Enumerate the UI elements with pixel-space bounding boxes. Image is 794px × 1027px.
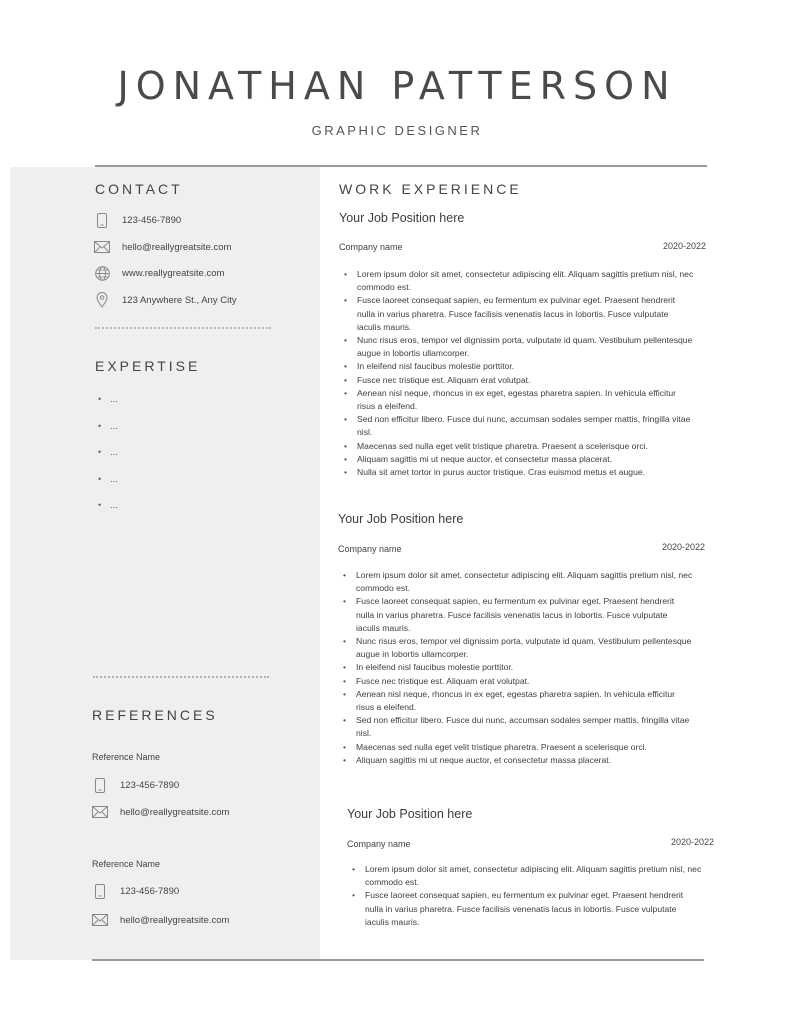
contact-email-text: hello@reallygreatsite.com (122, 241, 232, 253)
job-company: Company name (339, 242, 403, 252)
job-bullet: • Fusce laoreet consequat sapien, eu fermentum ex pulvinar eget. Praesent hendrerit nulla in varius pharetra. Fusce facilisis venenatis lacus in lobortis. Fusce vulputate iaculis mauris. (352, 889, 702, 929)
reference-email-text: hello@reallygreatsite.com (120, 914, 230, 926)
job-bullet: • Sed non efficitur libero. Fusce dui nunc, accumsan sodales semper mattis, fringilla vitae nisl. (343, 714, 693, 740)
expertise-item: • ... (98, 413, 118, 440)
job-dates: 2020-2022 (662, 241, 706, 251)
expertise-heading: EXPERTISE (95, 358, 201, 374)
expertise-item: • ... (98, 439, 118, 466)
reference-name: Reference Name (92, 859, 161, 869)
job-bullet: • Aliquam sagittis mi ut neque auctor, et consectetur massa placerat. (343, 754, 693, 767)
work-experience-heading: WORK EXPERIENCE (339, 181, 522, 197)
job-company: Company name (338, 544, 402, 554)
job-bullet: • Nunc risus eros, tempor vel dignissim porta, vulputate id quam. Vestibulum pellentesque augue in lobortis ullamcorper. (344, 334, 694, 360)
mail-icon (93, 239, 111, 255)
job-bullet: • Fusce laoreet consequat sapien, eu fermentum ex pulvinar eget. Praesent hendrerit nulla in varius pharetra. Fusce facilisis venenatis lacus in lobortis. Fusce vulputate iaculis mauris. (344, 294, 694, 334)
reference-phone-text: 123-456-7890 (120, 779, 180, 791)
reference-email-text: hello@reallygreatsite.com (120, 806, 230, 818)
reference-phone (91, 882, 179, 900)
job-bullet: • Aenean nisl neque, rhoncus in ex eget, egestas pharetra sapien. In vehicula efficitur risus a eleifend. (344, 387, 694, 413)
expertise-item: • ... (98, 386, 118, 413)
job-bullet: • Maecenas sed nulla eget velit tristique pharetra. Praesent a scelerisque orci. (344, 440, 694, 453)
contact-heading: CONTACT (95, 181, 183, 197)
contact-email (93, 238, 231, 256)
job-bullet: • Aliquam sagittis mi ut neque auctor, et consectetur massa placerat. (344, 453, 694, 466)
expertise-divider (93, 676, 269, 678)
contact-phone-text: 123-456-7890 (122, 214, 182, 226)
job-bullet: • Lorem ipsum dolor sit amet, consectetur adipiscing elit. Aliquam sagittis pretium nisl, nec commodo est. (344, 268, 694, 294)
job-position: Your Job Position here (347, 807, 473, 821)
phone-icon (91, 883, 109, 899)
job-bullet: • Nulla sit amet tortor in purus auctor tristique. Cras euismod metus et augue. (344, 466, 694, 479)
contact-divider (95, 327, 271, 329)
job-bullet: • Aenean nisl neque, rhoncus in ex eget, egestas pharetra sapien. In vehicula efficitur risus a eleifend. (343, 688, 693, 714)
contact-website (93, 264, 224, 282)
job-bullet: • Fusce laoreet consequat sapien, eu fermentum ex pulvinar eget. Praesent hendrerit nulla in varius pharetra. Fusce facilisis venenatis lacus in lobortis. Fusce vulputate iaculis mauris. (343, 595, 693, 635)
references-heading: REFERENCES (92, 707, 218, 723)
job-bullet: • Maecenas sed nulla eget velit tristique pharetra. Praesent a scelerisque orci. (343, 741, 693, 754)
job-company: Company name (347, 839, 411, 849)
mail-icon (91, 912, 109, 928)
job-bullet: • Sed non efficitur libero. Fusce dui nunc, accumsan sodales semper mattis, fringilla vitae nisl. (344, 413, 694, 439)
sidebar (10, 167, 320, 960)
job-bullets (343, 569, 693, 767)
expertise-item: • ... (98, 466, 118, 493)
resume-name: JONATHAN PATTERSON (117, 64, 677, 108)
job-bullet: • In eleifend nisl faucibus molestie porttitor. (344, 360, 694, 373)
job-dates: 2020-2022 (670, 837, 714, 847)
expertise-list (98, 386, 118, 519)
contact-website-text: www.reallygreatsite.com (122, 267, 225, 279)
reference-phone-text: 123-456-7890 (120, 885, 180, 897)
globe-icon (93, 265, 111, 281)
reference-email (91, 803, 229, 821)
resume-role: GRAPHIC DESIGNER (311, 123, 483, 138)
mail-icon (91, 804, 109, 820)
job-dates: 2020-2022 (661, 542, 705, 552)
job-bullets (344, 268, 694, 479)
contact-address (93, 291, 237, 309)
footer-divider (92, 959, 704, 961)
phone-icon (93, 212, 111, 228)
job-bullet: • Fusce nec tristique est. Aliquam erat volutpat. (343, 675, 693, 688)
job-position: Your Job Position here (338, 512, 464, 526)
job-bullets (352, 863, 702, 929)
contact-phone (93, 211, 181, 229)
job-bullet: • Nunc risus eros, tempor vel dignissim porta, vulputate id quam. Vestibulum pellentesque augue in lobortis ullamcorper. (343, 635, 693, 661)
job-position: Your Job Position here (339, 211, 465, 225)
job-bullet: • Lorem ipsum dolor sit amet, consectetur adipiscing elit. Aliquam sagittis pretium nisl, nec commodo est. (352, 863, 702, 889)
job-bullet: • In eleifend nisl faucibus molestie porttitor. (343, 661, 693, 674)
location-pin-icon (93, 292, 111, 308)
reference-phone (91, 776, 179, 794)
reference-email (91, 911, 229, 929)
phone-icon (91, 777, 109, 793)
job-bullet: • Fusce nec tristique est. Aliquam erat volutpat. (344, 374, 694, 387)
contact-address-text: 123 Anywhere St., Any City (122, 294, 237, 306)
expertise-item: • ... (98, 492, 118, 519)
reference-name: Reference Name (92, 752, 161, 762)
job-bullet: • Lorem ipsum dolor sit amet, consectetur adipiscing elit. Aliquam sagittis pretium nisl, nec commodo est. (343, 569, 693, 595)
